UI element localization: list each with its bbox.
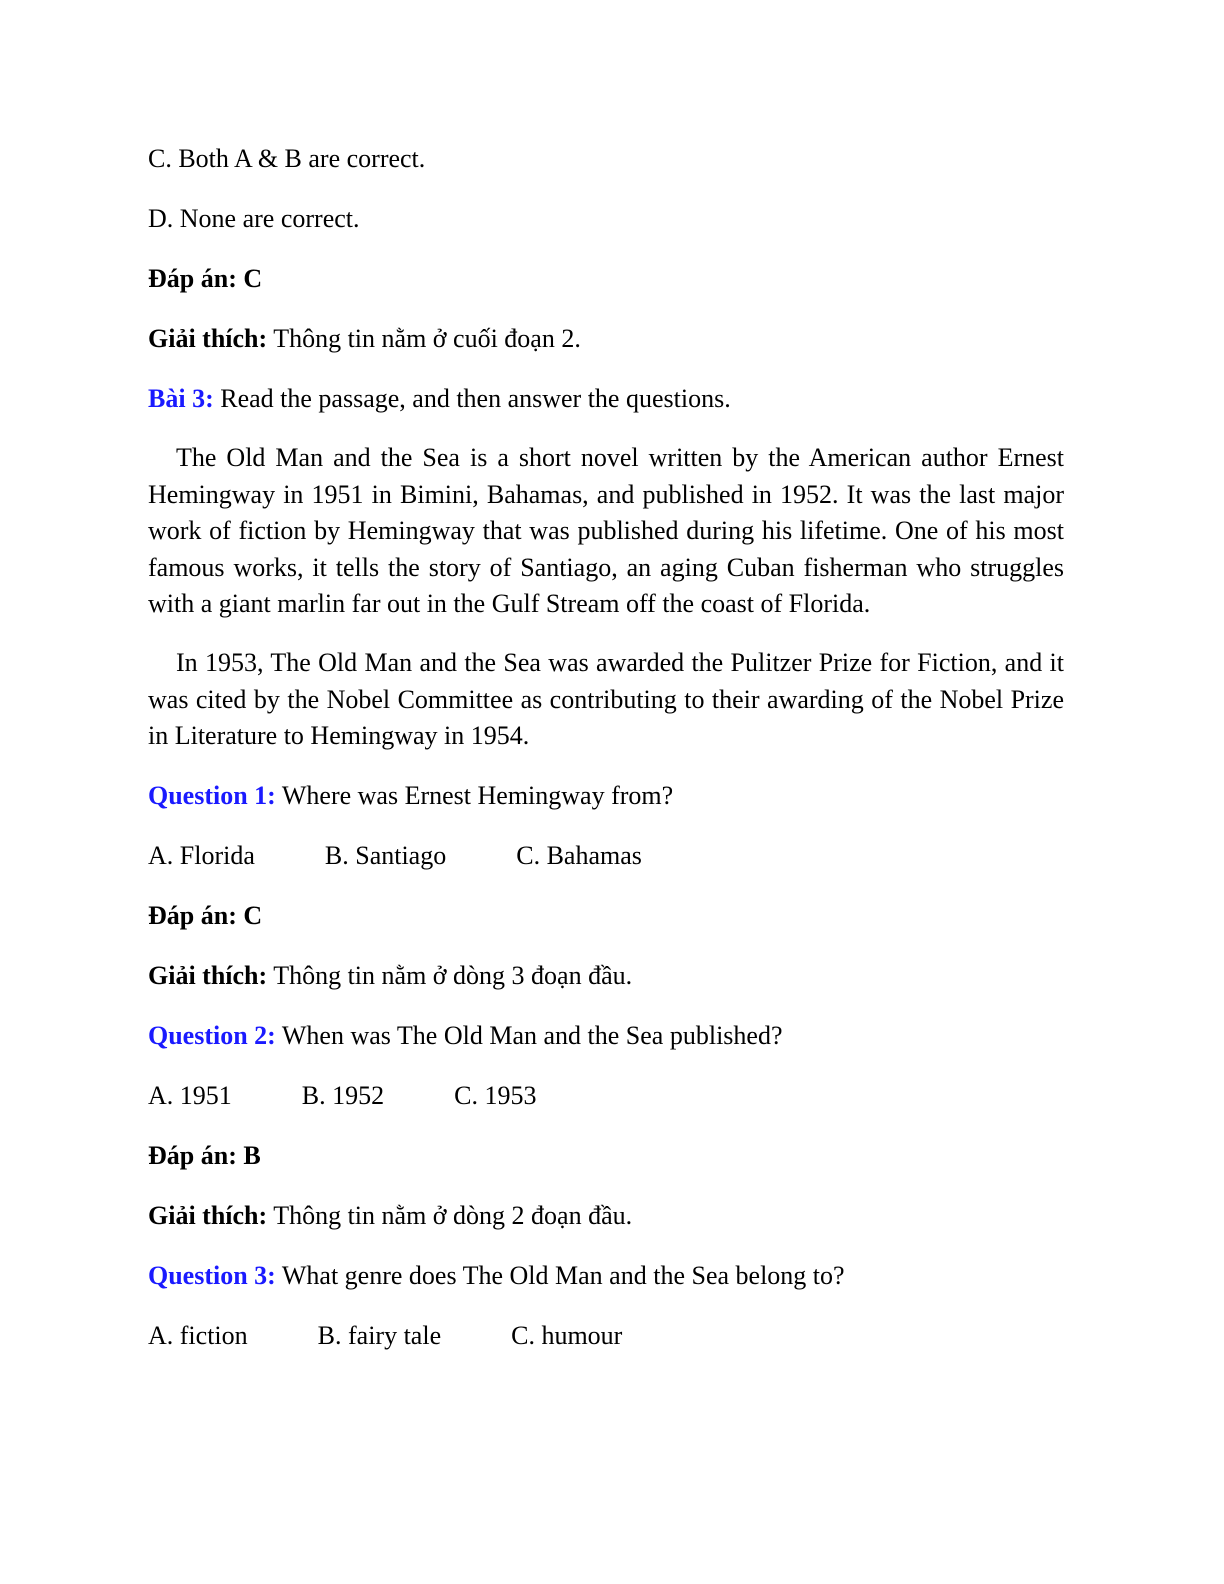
option-b: B. Santiago: [324, 840, 447, 870]
option-b: B. fairy tale: [317, 1320, 442, 1350]
explanation-label: Giải thích:: [148, 960, 268, 990]
option-c: C. humour: [511, 1320, 623, 1350]
explanation-text: Thông tin nằm ở dòng 2 đoạn đầu.: [267, 1200, 633, 1230]
exercise-heading: [148, 380, 1064, 418]
option-a: A. Florida: [148, 840, 255, 870]
explanation-2: [148, 1197, 1064, 1235]
option-c: C. 1953: [454, 1080, 537, 1110]
answer-prev: Đáp án: C: [148, 264, 263, 293]
answer-1: Đáp án: C: [148, 900, 263, 930]
explanation-text: Thông tin nằm ở dòng 3 đoạn đầu.: [267, 960, 633, 990]
passage-paragraph-1: The Old Man and the Sea is a short novel written by the American author Ernest Hemingway in 1951 in Bimini, Bahamas, and published in 1952. It was the last major work of fiction by Hemingway that was published during his lifetime. One of his most famous works, it tells the story of Santiago, an aging Cuban fisherman who struggles with a giant marlin far out in the Gulf Stream off the coast of Florida.: [148, 443, 1064, 619]
question-label: Question 1:: [148, 780, 276, 810]
question-2: [148, 1017, 1064, 1055]
question-text: What genre does The Old Man and the Sea belong to?: [275, 1260, 845, 1290]
question-label: Question 2:: [148, 1020, 276, 1050]
answer-2: Đáp án: B: [148, 1140, 261, 1170]
explanation-1: [148, 957, 1064, 995]
option-b: B. 1952: [301, 1080, 385, 1110]
question-text: Where was Ernest Hemingway from?: [275, 780, 674, 810]
question-3: [148, 1257, 1064, 1295]
question-text: When was The Old Man and the Sea published?: [275, 1020, 783, 1050]
question-3-options: [148, 1317, 1064, 1355]
option-d-prev: D. None are correct.: [148, 204, 360, 233]
explanation-label: Giải thích:: [148, 324, 268, 353]
question-1: [148, 777, 1064, 815]
option-c-prev: C. Both A & B are correct.: [148, 144, 426, 173]
option-a: A. 1951: [148, 1080, 232, 1110]
explanation-label: Giải thích:: [148, 1200, 268, 1230]
explanation-text: Thông tin nằm ở cuối đoạn 2.: [267, 324, 581, 353]
option-c: C. Bahamas: [516, 840, 642, 870]
option-a: A. fiction: [148, 1320, 248, 1350]
passage-paragraph-2: In 1953, The Old Man and the Sea was awarded the Pulitzer Prize for Fiction, and it was cited by the Nobel Committee as contributing to their awarding of the Nobel Prize in Literature to Hemingway in 1954.: [148, 647, 1064, 751]
explanation-prev: [148, 320, 1064, 358]
exercise-label: Bài 3:: [148, 384, 214, 413]
question-label: Question 3:: [148, 1260, 276, 1290]
exercise-instruction: Read the passage, and then answer the questions.: [213, 384, 731, 413]
question-2-options: [148, 1077, 1064, 1115]
question-1-options: [148, 837, 1064, 875]
